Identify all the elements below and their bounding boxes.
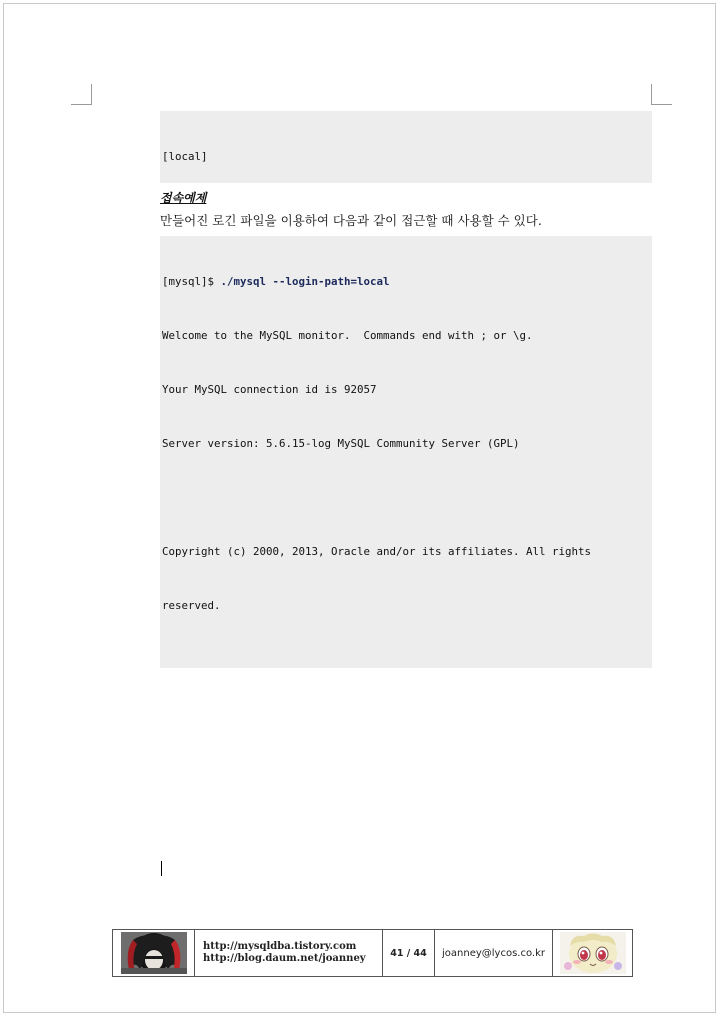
page-footer (112, 929, 633, 977)
login-command: ./mysql --login-path=local (220, 275, 390, 288)
code-line: Your MySQL connection id is 92057 (162, 383, 377, 396)
page-number: 41 / 44 (383, 930, 435, 976)
crop-mark-top-right (651, 84, 672, 105)
footer-right-image-cell (553, 930, 632, 976)
code-line (162, 489, 652, 507)
shell-prompt: [mysql]$ (162, 275, 221, 288)
body-paragraph: 만들어진 로긴 파일을 이용하여 다음과 같이 접근할 때 사용할 수 있다. (160, 213, 542, 228)
config-code-block (160, 111, 652, 183)
avatar-cute-character-image (560, 932, 626, 974)
code-line: [local] (162, 150, 208, 163)
section-heading: 접속예제 (160, 191, 207, 205)
daum-blog-link[interactable]: http://blog.daum.net/joanney (203, 953, 366, 964)
footer-left-image-cell (113, 930, 195, 976)
command-line-1 (162, 273, 652, 291)
code-line (162, 651, 652, 668)
code-line: reserved. (162, 599, 221, 612)
footer-urls-cell (195, 930, 383, 976)
code-line: Welcome to the MySQL monitor. Commands end with ; or \g. (162, 329, 533, 342)
code-line: Copyright (c) 2000, 2013, Oracle and/or its affiliates. All rights (162, 545, 592, 558)
avatar-dark-character-image (121, 932, 187, 974)
tistory-link[interactable]: http://mysqldba.tistory.com (203, 941, 357, 952)
code-line: Server version: 5.6.15-log MySQL Community Server (GPL) (162, 437, 520, 450)
session-code-block (160, 236, 652, 668)
text-cursor[interactable] (161, 861, 162, 876)
crop-mark-top-left (71, 84, 92, 105)
footer-email: joanney@lycos.co.kr (435, 930, 553, 976)
